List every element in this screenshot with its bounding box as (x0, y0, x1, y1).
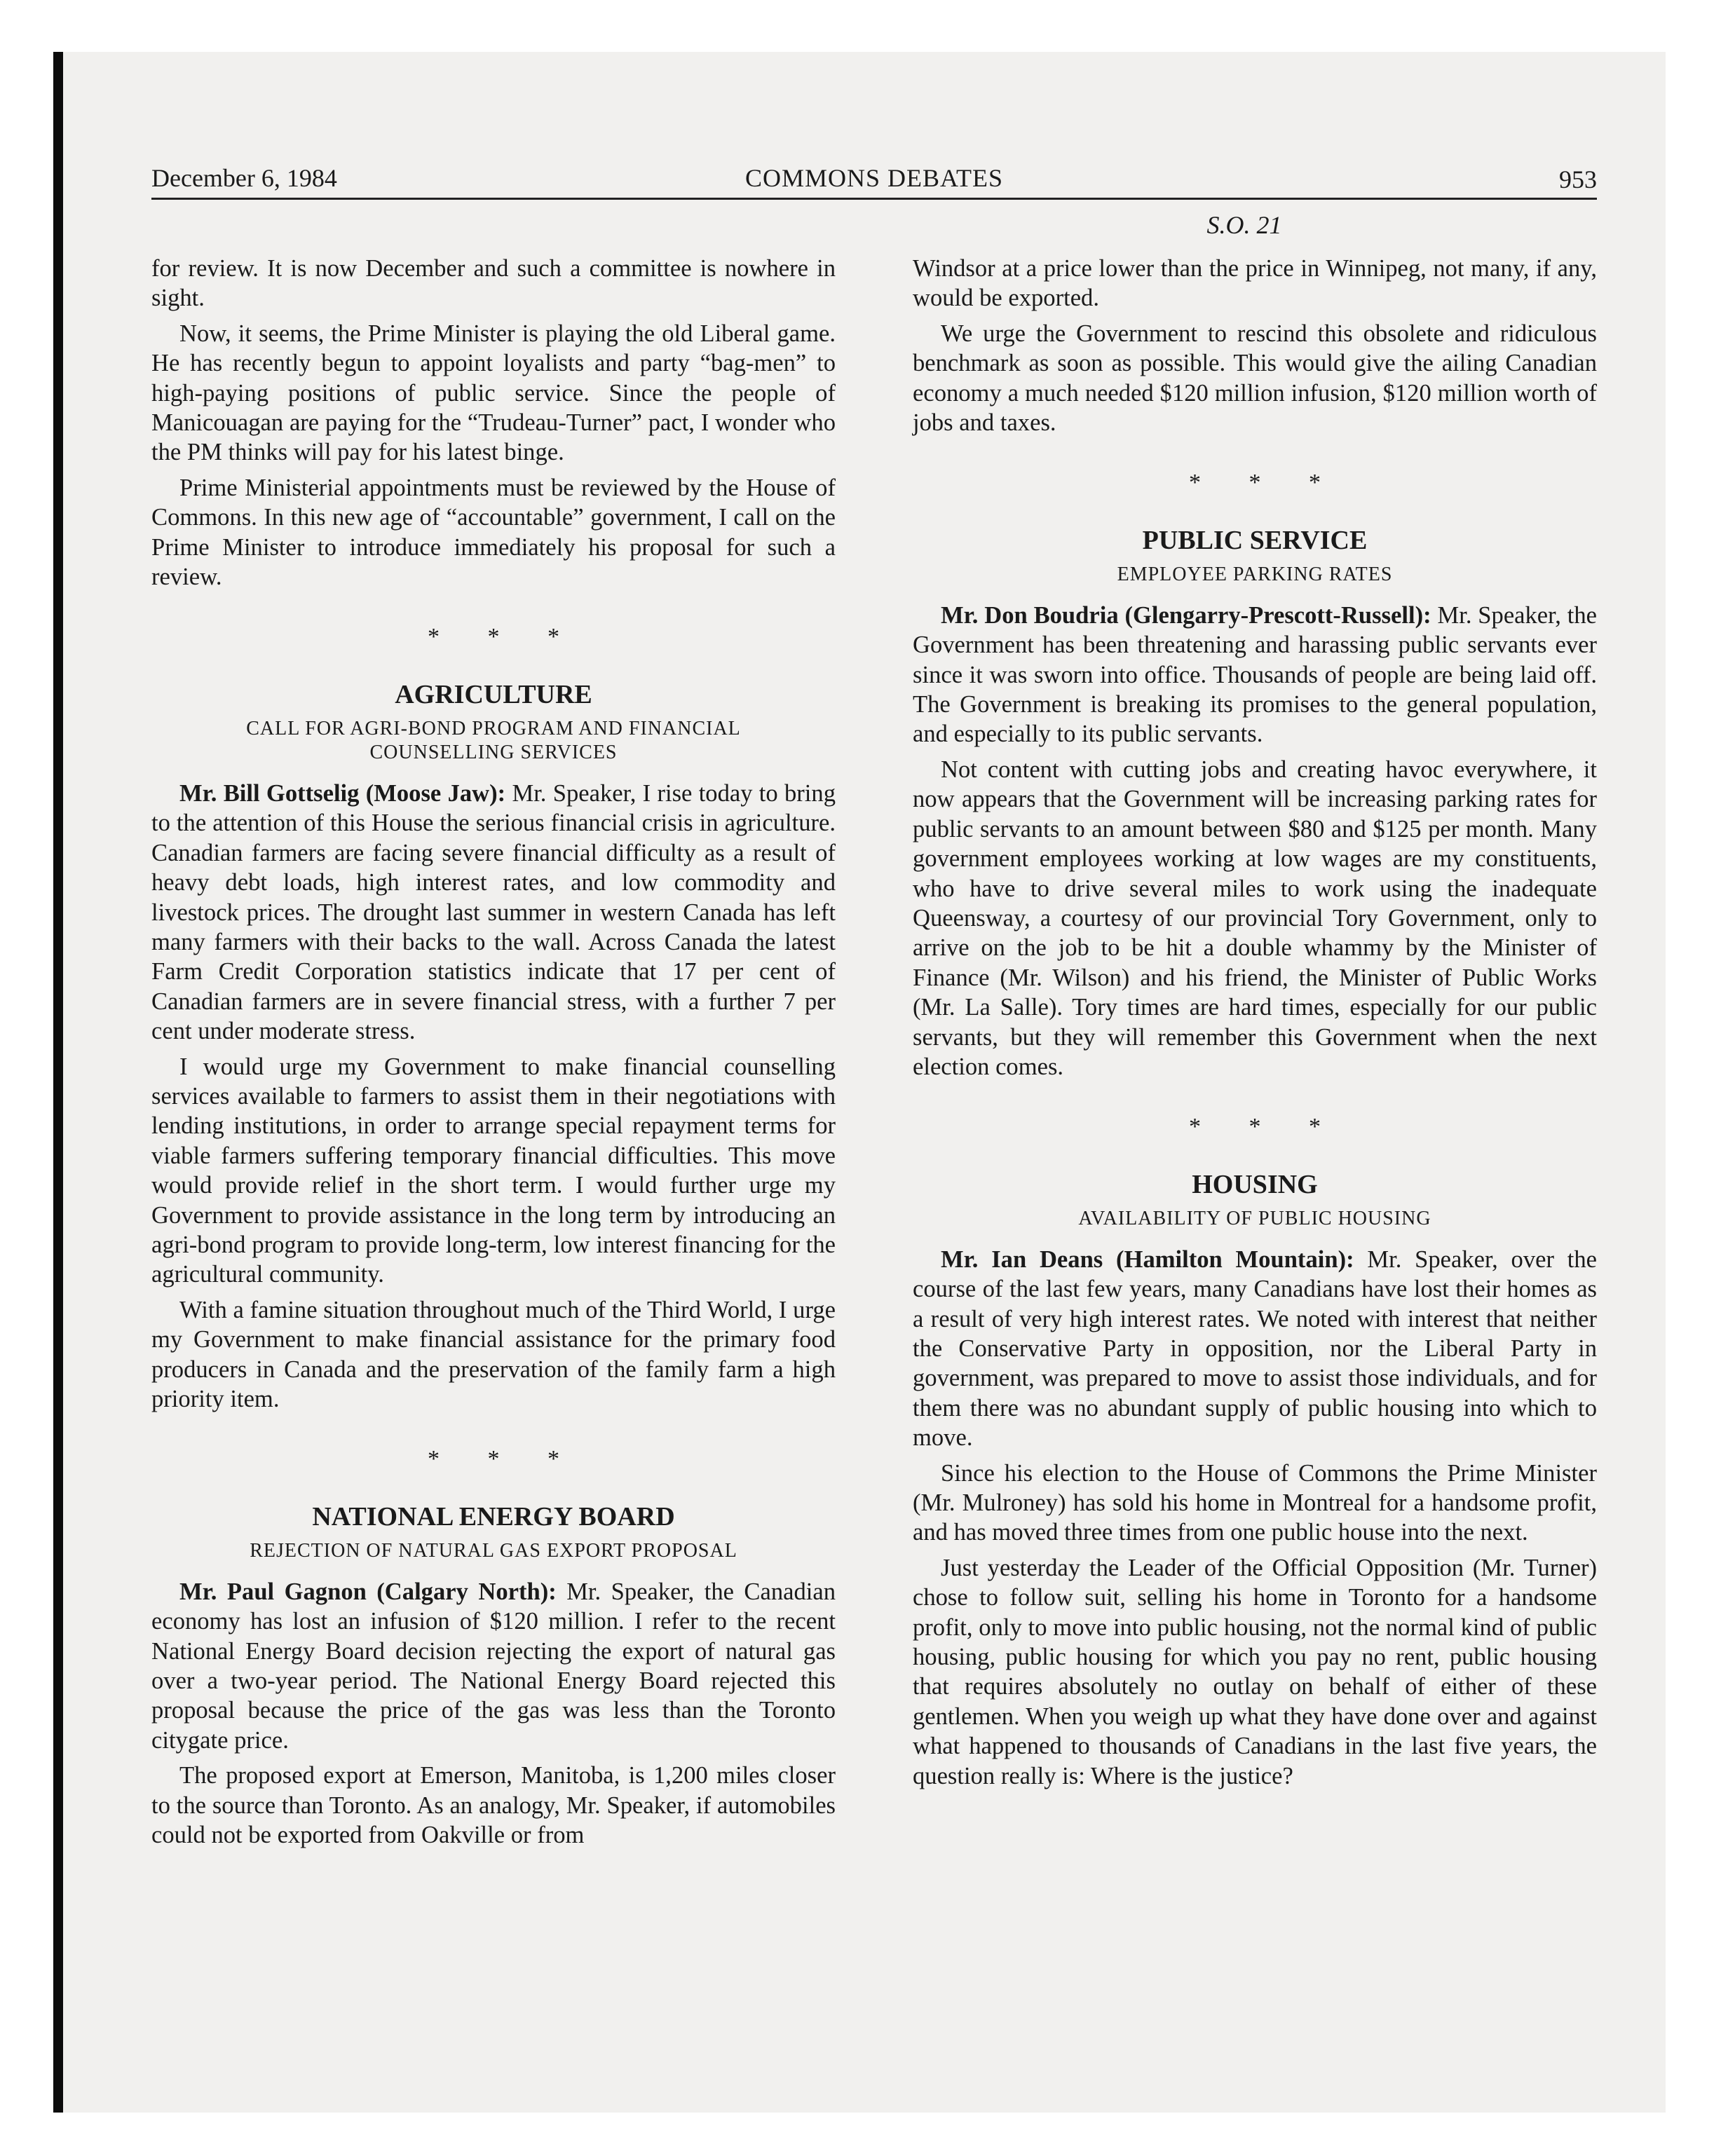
paragraph: I would urge my Government to make financial counselling services available to farmers to assist them in their negotiations with lending institutions, in order to arrange special repayment terms for viable farmers suffering temporary financial difficulties. This move would provide relief in the short term. I would further urge my Government to provide assistance in the long term by introducing an agri-bond program to provide long-term, low interest financing for the agricultural community. (151, 1053, 836, 1288)
section-separator: * * * (1189, 1114, 1342, 1140)
speech-paragraph (913, 1245, 1597, 1453)
paragraph: Since his election to the House of Commons the Prime Minister (Mr. Mulroney) has sold his home in Montreal for a handsome profit, and has moved three times from one public house into the next. (913, 1459, 1597, 1546)
paragraph: Now, it seems, the Prime Minister is playing the old Liberal game. He has recently begun to appoint loyalists and party “bag-men” to high-paying positions of public service. Since the people of Manicouagan are paying for the “Trudeau-Turner” pact, I wonder who the PM thinks will pay for his latest binge. (151, 320, 836, 466)
page-number: 953 (1559, 165, 1597, 193)
header-title: COMMONS DEBATES (744, 164, 1004, 192)
section-subheading: CALL FOR AGRI-BOND PROGRAM AND FINANCIAL COUNSELLING SERVICES (246, 717, 741, 763)
paragraph: The proposed export at Emerson, Manitoba, is 1,200 miles closer to the source than Toronto. As an analogy, Mr. Speaker, if automobiles could not be exported from Oakville or from (151, 1762, 836, 1849)
paragraph: Prime Ministerial appointments must be reviewed by the House of Commons. In this new age of “accountable” government, I call on the Prime Minister to introduce immediately his proposal for such a review. (151, 474, 836, 591)
section-heading-housing: HOUSING (1192, 1169, 1318, 1199)
speech-text: Mr. Speaker, the Canadian economy has lost an infusion of $120 million. I refer to the recent National Energy Board decision rejecting the export of natural gas over a two-year period. The National Energy Board rejected this proposal because the price of the gas was less than the Toronto citygate price. (151, 1578, 836, 1754)
paragraph: Windsor at a price lower than the price in Winnipeg, not many, if any, would be exported. (913, 255, 1597, 312)
left-column (151, 254, 836, 1850)
paragraph: We urge the Government to rescind this obsolete and ridiculous benchmark as soon as possible. This would give the ailing Canadian economy a much needed $120 million infusion, $120 million worth of jobs and taxes. (913, 320, 1597, 437)
scan-border-edge (53, 52, 63, 2113)
speech-text: Mr. Speaker, over the course of the last few years, many Canadians have lost their homes as a result of very high interest rates. We noted with interest that neither the Conservative Party in opposition, nor the Liberal Party in government, was prepared to move to assist those individuals, and for them there was no abundant supply of public housing into which to move. (913, 1246, 1597, 1452)
speaker-name: Mr. Ian Deans (Hamilton Mountain): (941, 1246, 1354, 1273)
paragraph: With a famine situation throughout much of the Third World, I urge my Government to make financial assistance for the primary food producers in Canada and the preservation of the family farm a high priority item. (151, 1296, 836, 1412)
right-column (913, 254, 1597, 1791)
speech-text: Mr. Speaker, I rise today to bring to the attention of this House the serious financial crisis in agriculture. Canadian farmers are facing severe financial difficulty as a result of heavy debt loads, high interest rates, and low commodity and livestock prices. The drought last summer in western Canada has left many farmers with their backs to the wall. Across Canada the latest Farm Credit Corporation statistics indicate that 17 per cent of Canadian farmers are in severe financial stress, with a further 7 per cent under moderate stress. (151, 779, 836, 1045)
paragraph: for review. It is now December and such a committee is nowhere in sight. (151, 255, 836, 312)
section-separator: * * * (1189, 470, 1342, 496)
header-rule (151, 198, 1597, 200)
section-subheading: EMPLOYEE PARKING RATES (1117, 563, 1393, 585)
section-subheading: AVAILABILITY OF PUBLIC HOUSING (1078, 1207, 1431, 1229)
paragraph: Not content with cutting jobs and creating havoc everywhere, it now appears that the Government will be increasing parking rates for public servants to an amount between $80 and $125 per month. Many government employees working at low wages are my constituents, who have to drive several miles to work using the inadequate Queensway, a courtesy of our provincial Tory Government, only to arrive on the job to be hit a double whammy by the Minister of Finance (Mr. Wilson) and his friend, the Minister of Public Works (Mr. La Salle). Tory times are hard times, especially for our public servants, but they will remember this Government when the next election comes. (913, 756, 1597, 1080)
speaker-name: Mr. Don Boudria (Glengarry-Prescott-Russell): (941, 601, 1431, 629)
section-label: S.O. 21 (1206, 211, 1282, 239)
speech-text: Mr. Speaker, the Government has been threatening and harassing public servants ever since it was sworn into office. Thousands of people are being laid off. The Government is breaking its promises to the general population, and especially to its public servants. (913, 601, 1597, 748)
section-subheading: REJECTION OF NATURAL GAS EXPORT PROPOSAL (250, 1539, 737, 1562)
section-heading-agriculture: AGRICULTURE (395, 679, 592, 709)
paragraph: Just yesterday the Leader of the Official Opposition (Mr. Turner) chose to follow suit, selling his home in Toronto for a handsome profit, only to move into public housing, not the normal kind of public housing, public housing for which you pay no rent, public housing that requires absolutely no outlay on behalf of either of these gentlemen. When you weigh up what they have done over and against what happened to thousands of Canadians in the last five years, the question really is: Where is the justice? (913, 1554, 1597, 1789)
speaker-name: Mr. Bill Gottselig (Moose Jaw): (179, 779, 506, 807)
speech-paragraph (913, 601, 1597, 749)
speaker-name: Mr. Paul Gagnon (Calgary North): (179, 1578, 557, 1605)
section-separator: * * * (428, 1446, 580, 1473)
header-date: December 6, 1984 (151, 164, 337, 192)
section-separator: * * * (428, 624, 580, 650)
section-heading-public-service: PUBLIC SERVICE (1142, 525, 1368, 555)
speech-paragraph (151, 779, 836, 1046)
section-heading-energy: NATIONAL ENERGY BOARD (312, 1501, 675, 1531)
document-page (151, 163, 1597, 2041)
speech-paragraph (151, 1577, 836, 1755)
running-header (151, 163, 1597, 196)
